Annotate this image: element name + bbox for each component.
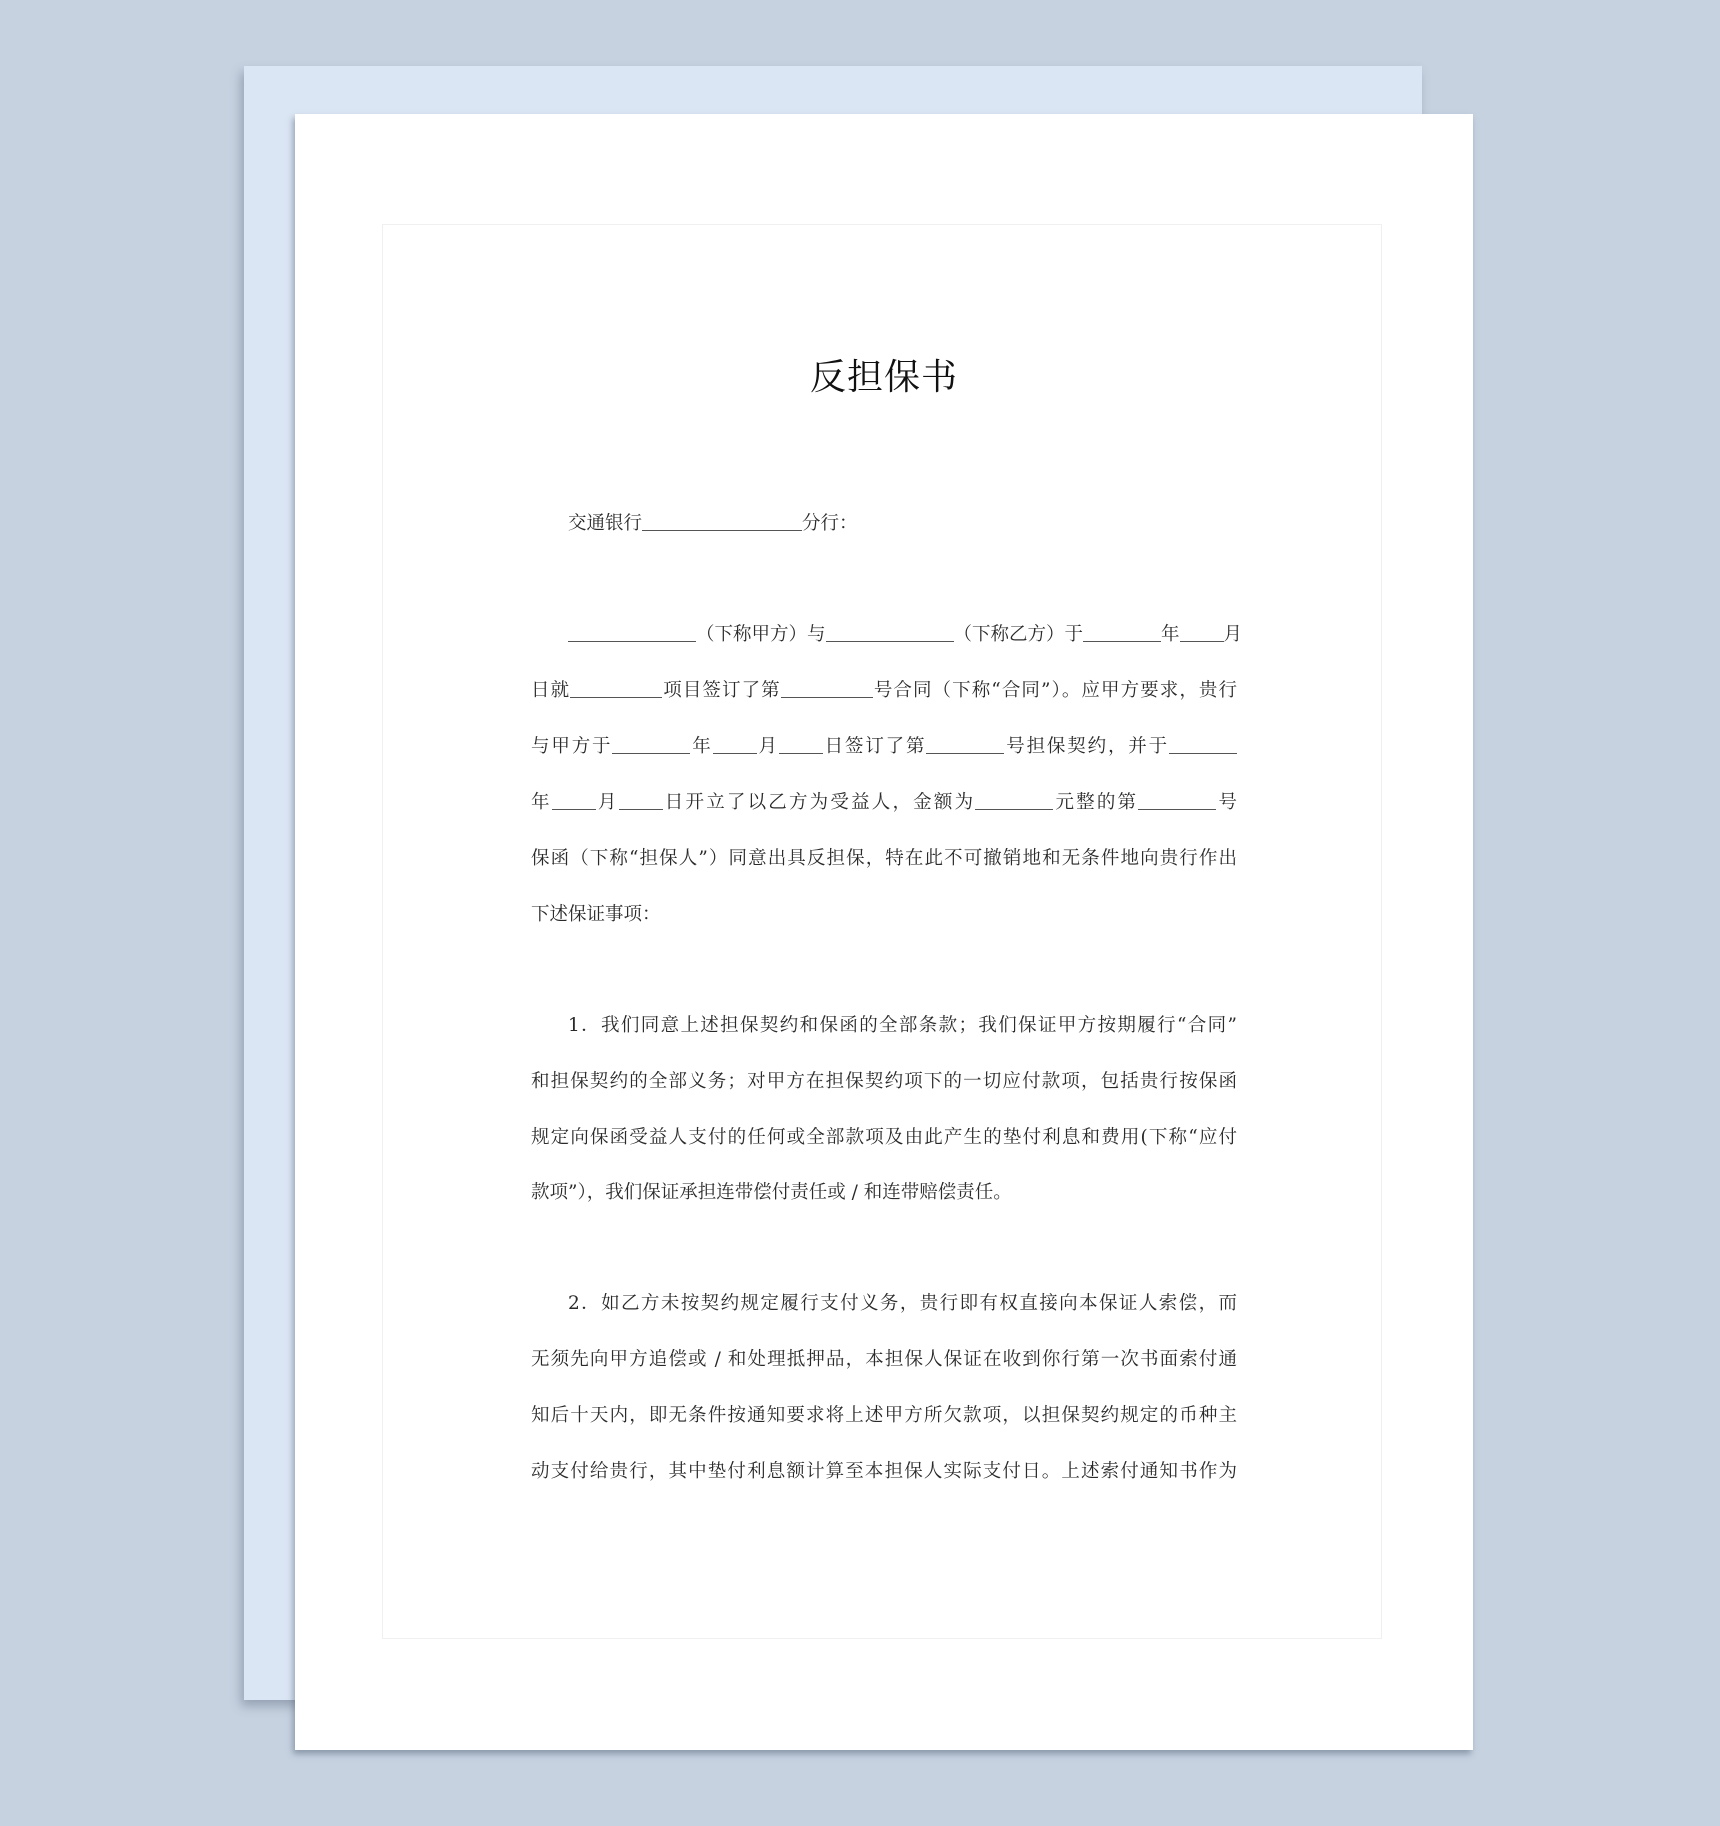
clause-1-line-2: 和担保契约的全部义务；对甲方在担保契约项下的一切应付款项，包括贵行按保函 <box>531 1071 1237 1092</box>
party-b-blank[interactable] <box>826 623 954 642</box>
intro-text: 日就 <box>531 680 571 701</box>
intro-text: 年 <box>1161 624 1180 645</box>
intro-text: 元整的第 <box>1053 792 1139 813</box>
intro-text: 号合同（下称“合同”）。应甲方要求，贵行 <box>872 680 1237 701</box>
intro-text: （下称乙方）于 <box>953 624 1084 645</box>
clause-2-line-3: 知后十天内，即无条件按通知要求将上述甲方所欠款项，以担保契约规定的币种主 <box>531 1405 1237 1426</box>
day-blank[interactable] <box>619 791 663 810</box>
month-blank[interactable] <box>1180 623 1224 642</box>
clause-2-line-1: 2．如乙方未按契约规定履行支付义务，贵行即有权直接向本保证人索偿，而 <box>568 1293 1237 1314</box>
document-title: 反担保书 <box>809 357 958 398</box>
clause-1-line-1: 1．我们同意上述担保契约和保函的全部条款；我们保证甲方按期履行“合同” <box>568 1015 1237 1036</box>
intro-text: 日签订了第 <box>822 736 927 757</box>
clause-1-line-3: 规定向保函受益人支付的任何或全部款项及由此产生的垫付利息和费用(下称“应付 <box>531 1127 1237 1148</box>
intro-text: 月 <box>756 736 779 757</box>
party-a-blank[interactable] <box>568 623 696 642</box>
intro-text: （下称甲方）与 <box>696 624 826 645</box>
guarantee-contract-number-blank[interactable] <box>926 735 1004 754</box>
month-blank[interactable] <box>713 735 757 754</box>
intro-line-6: 下述保证事项： <box>531 904 661 925</box>
intro-text: 日开立了以乙方为受益人，金额为 <box>662 792 976 813</box>
intro-text: 与甲方于 <box>531 736 613 757</box>
salutation-line <box>568 511 1237 537</box>
bank-name-label: 交通银行 <box>568 513 643 534</box>
intro-text: 月 <box>595 792 619 813</box>
amount-blank[interactable] <box>975 791 1053 810</box>
day-blank[interactable] <box>779 735 823 754</box>
clause-2-line-2: 无须先向甲方追偿或 / 和处理抵押品，本担保人保证在收到你行第一次书面索付通 <box>531 1349 1237 1370</box>
clause-2-line-4: 动支付给贵行，其中垫付利息额计算至本担保人实际支付日。上述索付通知书作为 <box>531 1461 1237 1482</box>
intro-text: 项目签订了第 <box>662 680 781 701</box>
intro-text: 号 <box>1216 792 1237 813</box>
year-blank[interactable] <box>1083 623 1161 642</box>
intro-text: 月 <box>1223 624 1243 645</box>
branch-suffix-label: 分行： <box>802 513 858 534</box>
intro-line-1 <box>568 622 1243 648</box>
intro-text: 号担保契约，并于 <box>1004 736 1169 757</box>
guarantee-letter-number-blank[interactable] <box>1138 791 1216 810</box>
document-page <box>295 114 1473 1750</box>
intro-line-2 <box>531 678 1237 704</box>
month-blank[interactable] <box>552 791 596 810</box>
year-blank[interactable] <box>1169 735 1237 754</box>
intro-text: 年 <box>531 792 552 813</box>
intro-line-5: 保函（下称“担保人”）同意出具反担保，特在此不可撤销地和无条件地向贵行作出 <box>531 848 1237 869</box>
year-blank[interactable] <box>612 735 690 754</box>
branch-name-blank[interactable] <box>642 512 802 531</box>
project-blank[interactable] <box>570 679 662 698</box>
contract-number-blank[interactable] <box>781 679 873 698</box>
intro-text: 年 <box>690 736 713 757</box>
intro-line-4 <box>531 790 1237 816</box>
clause-1-line-4: 款项”），我们保证承担连带偿付责任或 / 和连带赔偿责任。 <box>531 1182 1012 1203</box>
intro-line-3 <box>531 734 1237 760</box>
